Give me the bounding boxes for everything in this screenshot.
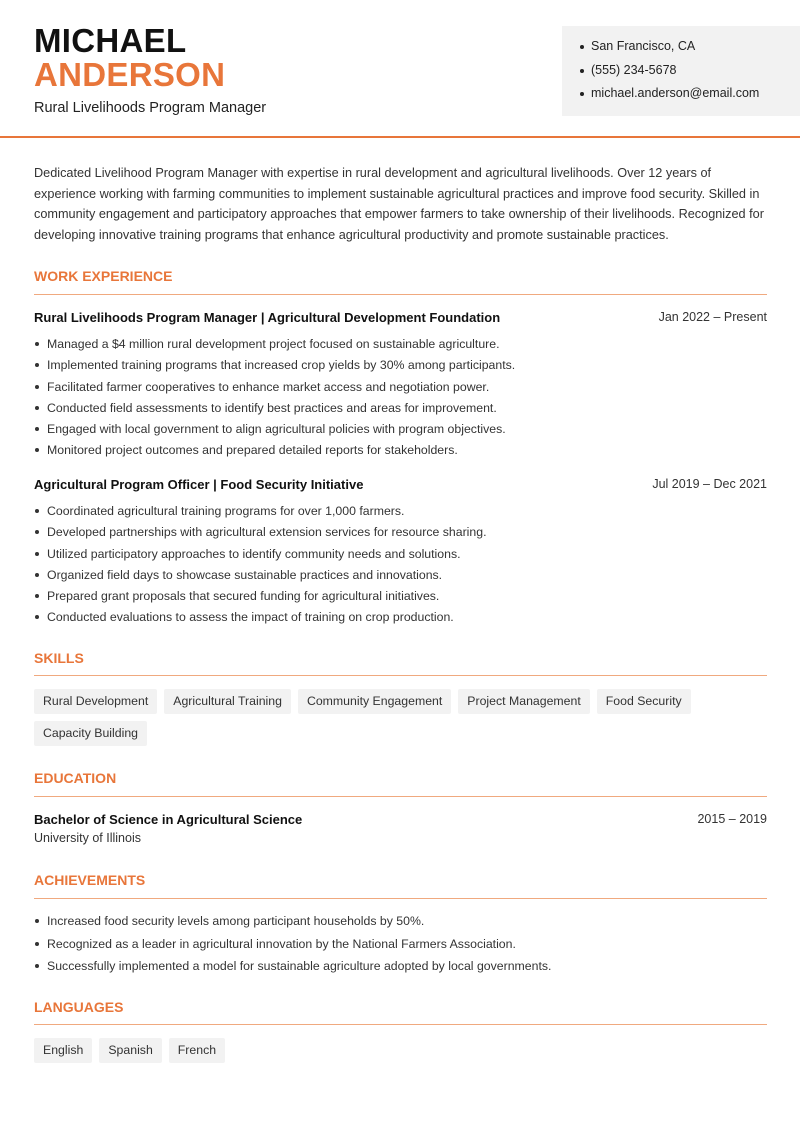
- section-title-work: WORK EXPERIENCE: [34, 268, 173, 284]
- contact-location: San Francisco, CA: [580, 38, 800, 62]
- degree-title: Bachelor of Science in Agricultural Science: [34, 812, 303, 827]
- section-title-achievements: ACHIEVEMENTS: [34, 872, 146, 888]
- list-item: Implemented training programs that increased crop yields by 30% among participants.: [34, 357, 515, 378]
- list-item: Utilized participatory approaches to identify community needs and solutions.: [34, 546, 487, 567]
- language-chip: French: [169, 1038, 225, 1063]
- list-item: Managed a $4 million rural development project focused on sustainable agriculture.: [34, 336, 515, 357]
- contact-phone: (555) 234-5678: [580, 62, 800, 86]
- list-item: Engaged with local government to align agricultural policies with program objectives.: [34, 421, 515, 442]
- contact-box: [562, 26, 800, 116]
- language-chip: Spanish: [99, 1038, 161, 1063]
- list-item: Successfully implemented a model for sustainable agriculture adopted by local governments.: [34, 958, 551, 981]
- list-item: Developed partnerships with agricultural extension services for resource sharing.: [34, 524, 487, 545]
- job-bullets-2: [34, 503, 487, 631]
- section-divider: [34, 796, 767, 797]
- skill-chip: Rural Development: [34, 689, 157, 714]
- education-dates: 2015 – 2019: [697, 812, 767, 826]
- list-item: Facilitated farmer cooperatives to enhance market access and negotiation power.: [34, 379, 515, 400]
- job-title-1: Rural Livelihoods Program Manager | Agricultural Development Foundation: [34, 310, 501, 325]
- list-item: Conducted evaluations to assess the impact of training on crop production.: [34, 609, 487, 630]
- first-name: MICHAEL: [34, 22, 187, 59]
- list-item: Conducted field assessments to identify best practices and areas for improvement.: [34, 400, 515, 421]
- skills-list: [34, 689, 734, 753]
- list-item: Prepared grant proposals that secured funding for agricultural initiatives.: [34, 588, 487, 609]
- list-item: Recognized as a leader in agricultural innovation by the National Farmers Association.: [34, 936, 551, 959]
- school-name: University of Illinois: [34, 831, 141, 845]
- skill-chip: Agricultural Training: [164, 689, 291, 714]
- full-name: [34, 24, 225, 92]
- skill-chip: Community Engagement: [298, 689, 451, 714]
- section-divider: [34, 294, 767, 295]
- section-divider: [34, 1024, 767, 1025]
- section-divider: [34, 898, 767, 899]
- section-title-education: EDUCATION: [34, 770, 117, 786]
- skill-chip: Food Security: [597, 689, 691, 714]
- job-title: Rural Livelihoods Program Manager: [34, 100, 267, 116]
- job-title-2: Agricultural Program Officer | Food Security Initiative: [34, 477, 364, 492]
- job-dates-2: Jul 2019 – Dec 2021: [652, 477, 767, 491]
- achievements-list: [34, 913, 551, 981]
- last-name: ANDERSON: [34, 56, 226, 93]
- section-divider: [34, 675, 767, 676]
- section-title-skills: SKILLS: [34, 650, 84, 666]
- list-item: Monitored project outcomes and prepared detailed reports for stakeholders.: [34, 442, 515, 463]
- summary-paragraph: Dedicated Livelihood Program Manager with expertise in rural development and agricultural livelihoods. Over 12 years of experience working with farming communities to implement sustainable agricultural practices and improve food security. Skilled in community engagement and participatory approaches that empower farmers to take ownership of their livelihoods. Recognized for developing innovative training programs that enhance agricultural productivity and promote sustainable practices.: [34, 166, 764, 243]
- skill-chip: Capacity Building: [34, 721, 147, 746]
- languages-list: [34, 1038, 734, 1070]
- skill-chip: Project Management: [458, 689, 589, 714]
- job-dates-1: Jan 2022 – Present: [658, 310, 767, 324]
- list-item: Coordinated agricultural training programs for over 1,000 farmers.: [34, 503, 487, 524]
- resume-header: [0, 0, 800, 138]
- contact-email: michael.anderson@email.com: [580, 85, 800, 109]
- job-bullets-1: [34, 336, 515, 464]
- section-title-languages: LANGUAGES: [34, 999, 124, 1015]
- list-item: Organized field days to showcase sustainable practices and innovations.: [34, 567, 487, 588]
- language-chip: English: [34, 1038, 92, 1063]
- list-item: Increased food security levels among participant households by 50%.: [34, 913, 551, 936]
